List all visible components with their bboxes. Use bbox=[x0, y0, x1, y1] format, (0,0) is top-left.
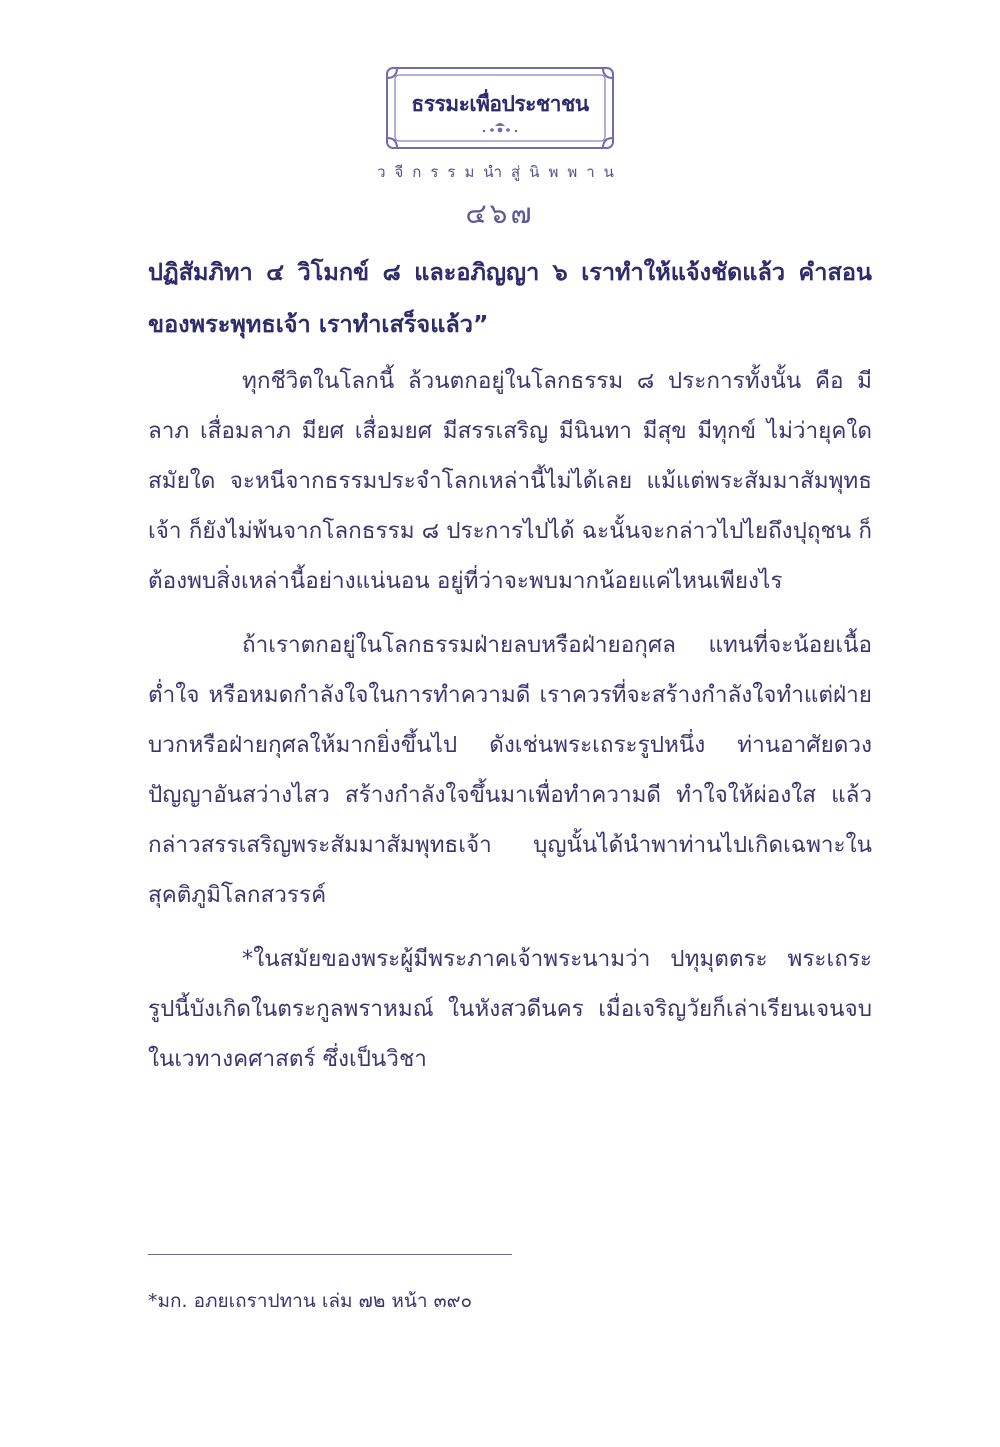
logo bbox=[383, 64, 617, 152]
page-header bbox=[0, 64, 1000, 236]
page-number: ๔๖๗ bbox=[465, 197, 535, 230]
section-heading: ปฏิสัมภิทา ๔ วิโมกข์ ๘ และอภิญญา ๖ เราทำให้แจ้งชัดแล้ว คำสอนของพระพุทธเจ้า เราทำเสร็จแล้ว” bbox=[148, 258, 872, 338]
footnote-divider bbox=[148, 1254, 512, 1255]
footnote: *มก. อภยเถราปทาน เล่ม ๗๒ หน้า ๓๙๐ bbox=[148, 1290, 473, 1312]
page-body bbox=[148, 246, 872, 1098]
logo-text: ธรรมะเพื่อประชาชน bbox=[411, 92, 589, 116]
book-subtitle: วจีกรรมนำสู่นิพพาน bbox=[377, 163, 623, 181]
paragraph-3: *ในสมัยของพระผู้มีพระภาคเจ้าพระนามว่า ปทุมุตตระ พระเถระรูปนี้บังเกิดในตระกูลพราหมณ์ ในหังสวดีนคร เมื่อเจริญวัยก็เล่าเรียนเจนจบในเวทางคศาสตร์ ซึ่งเป็นวิชา bbox=[148, 946, 872, 1072]
paragraph-2: ถ้าเราตกอยู่ในโลกธรรมฝ่ายลบหรือฝ่ายอกุศล แทนที่จะน้อยเนื้อต่ำใจ หรือหมดกำลังใจในการทำความดี เราควรที่จะสร้างกำลังใจทำแต่ฝ่ายบวกหรือฝ่ายกุศลให้มากยิ่งขึ้นไป ดังเช่นพระเถระรูปหนึ่ง ท่านอาศัยดวงปัญญาอันสว่างไสว สร้างกำลังใจขึ้นมาเพื่อทำความดี ทำใจให้ผ่องใส แล้วกล่าวสรรเสริญพระสัมมาสัมพุทธเจ้า บุญนั้นได้นำพาท่านไปเกิดเฉพาะในสุคติภูมิโลกสวรรค์ bbox=[148, 632, 872, 908]
paragraph-1: ทุกชีวิตในโลกนี้ ล้วนตกอยู่ในโลกธรรม ๘ ประการทั้งนั้น คือ มีลาภ เสื่อมลาภ มียศ เสื่อมยศ มีสรรเสริญ มีนินทา มีสุข มีทุกข์ ไม่ว่ายุคใดสมัยใด จะหนีจากธรรมประจำโลกเหล่านี้ไม่ได้เลย แม้แต่พระสัมมาสัมพุทธเจ้า ก็ยังไม่พ้นจากโลกธรรม ๘ ประการไปได้ ฉะนั้นจะกล่าวไปไยถึงปุถุชน ก็ต้องพบสิ่งเหล่านี้อย่างแน่นอน อยู่ที่ว่าจะพบมากน้อยแค่ไหนเพียงไร bbox=[148, 368, 872, 594]
